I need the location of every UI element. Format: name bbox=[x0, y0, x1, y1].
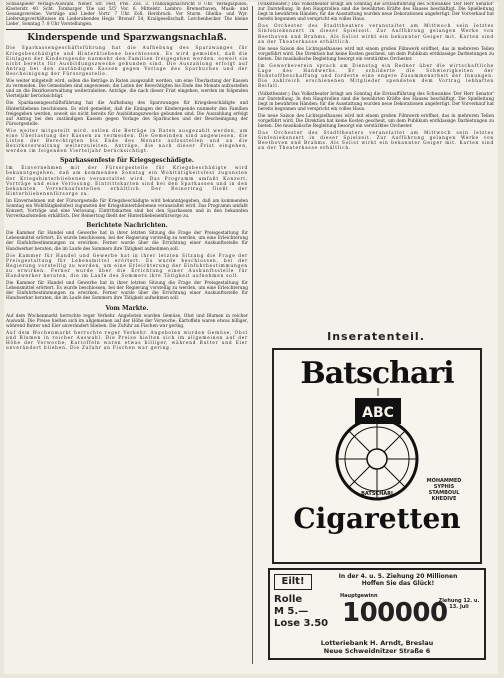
article-paragraph: Die Kammer für Handel und Gewerbe hat in ihrer letzten Sitzung die Frage der Preisgestaltung für Lebensmittel erörtert. Es wurde beschlossen, bei der Regierung vorstellig zu werden, um eine Erleichterung der Einfuhrbestimmungen zu erwirken. Ferner wurde über die Errichtung einer Auskunftsstelle für Handwerker beraten, die im Laufe des Sommers ihre Tätigkeit aufnehmen soll. bbox=[6, 281, 248, 302]
main-headline: Kinderspende und Sparzwangsnachlaß. bbox=[27, 33, 227, 44]
article-paragraph: Im Gewerbeverein sprach am Dienstag ein Redner über die wirtschaftliche Lage des Handwerks. Er schilderte die Schwierigkeiten der Rohstoffbeschaffung und forderte eine engere Zusammenarbeit der Innungen. Die zahlreich erschienenen Mitglieder spendeten dem Vortrag lebhaften Beifall. bbox=[258, 64, 494, 90]
article-paragraph: Auf dem Wochenmarkt herrschte reger Verkehr. Angeboten wurden Gemüse, Obst und Blumen in reicher Auswahl. Die Preise hielten sich im allgemeinen auf der Höhe der Vorwoche; Kartoffeln waren etwas billiger, während Butter und Eier unverändert blieben. Die Zufuhr an Fischen war gering. bbox=[6, 330, 248, 352]
lottery-price-block bbox=[274, 594, 338, 630]
left-column bbox=[6, 2, 248, 664]
batschari-brand-top: Batschari bbox=[300, 356, 454, 391]
lottery-address: Neue Schweidnitzer Straße 6 bbox=[323, 647, 431, 655]
batschari-circle-logo-icon bbox=[334, 416, 420, 502]
lottery-ad bbox=[268, 568, 486, 660]
lottery-top-line: Hoffen Sie das Glück! bbox=[361, 580, 435, 587]
side-brand: MOHAMMED bbox=[426, 478, 462, 484]
article-paragraph: Im Einvernehmen mit der Fürsorgestelle für Kriegsbeschädigte wird bekanntgegeben, daß am kommenden Sonntag ein Wohltätigkeitsfest zugunsten der Kriegshinterbliebenen veranstaltet wird. Das Programm umfaßt Konzert, Vorträge und eine Verlosung. Eintrittskarten sind bei den Sparkassen und in den bekannten Vorverkaufsstellen erhältlich. Der Reinertrag fließt der Hinterbliebenenfürsorge zu. bbox=[6, 198, 248, 220]
top-listing: Schauspieler Verlags-Auswahl. Nener. Str. Fest, Prei. Zos. 3. Tralkungsnachricht 8 Uhr. Verlagsspoleu. Klosterstr. 40. Scht. Tombarger 'Die uat 5/5' Vor. 6. Mittelstr. Lambro. Bremerhaven, Musik- und Gesangsvereine. Vorträge und Lieder Vortr. 7 Uhr. Zoll. Hersbruck. Vor Sturm. Ghellia- und Wyr. Lieferungsverhältnisse im Liederabendes Hegis 'Bronsil' 54, Krailgesellschaft. Lerchenhecker 'Die kleine Liebe', Sonntag 7. 8 Uhr Vorstellungen. bbox=[6, 2, 248, 28]
ad-section-title: Inseratenteil. bbox=[327, 330, 425, 343]
article-paragraph: Die neue Saison des Lichtspielhauses wird mit einem großen Filmwerk eröffnet, das in mehreren Teilen vorgeführt wird. Die Direktion hat keine Kosten gescheut, um dem Publikum erstklassige Darbietungen zu bieten. Die musikalische Begleitung besorgt ein verstärktes Orchester. bbox=[258, 113, 494, 130]
article-paragraph: Die Sparkassengeschäftsführung hat die Aufhebung des Sparzwanges für Kriegsbeschädigte und Hinterbliebene beschlossen. Es wird gemeldet, daß die Einlagen der Kinderspende nunmehr den Familien freigegeben werden, soweit sie nicht bereits für Ausbildungszwecke gebunden sind. Die Auszahlung erfolgt auf Antrag bei den zuständigen Kassen gegen Vorlage des Sparbuches und der Bescheinigung der Fürsorgestelle. bbox=[6, 46, 248, 77]
article-paragraph: Wie weiter mitgeteilt wird, sollen die Beträge in Raten ausgezahlt werden, um eine Überlastung der Kassen zu vermeiden. Die Gemeinden sind angewiesen, die Listen der Berechtigten bis Ende des Monats aufzustellen und an die Bezirksverwaltung weiterzuleiten. Anträge, die nach dieser Frist eingehen, werden im folgenden Vierteljahr berücksichtigt. bbox=[6, 128, 248, 155]
eilt-badge: Eilt! bbox=[274, 574, 312, 590]
rolle-label: Rolle bbox=[274, 594, 303, 605]
side-brand: KHEDIVE bbox=[431, 496, 457, 502]
article-paragraph: Das Orchester des Stadttheaters veranstaltet am Mittwoch sein letztes Sinfoniekonzert in dieser Spielzeit. Zur Aufführung gelangen Werke von Beethoven und Brahms. Als Solist wirkt ein bekannter Geiger mit. Karten sind an der Theaterkasse erhältlich. bbox=[258, 24, 494, 45]
draw-date: Ziehung 12. u. 13. Juli bbox=[438, 598, 480, 610]
rule bbox=[6, 29, 248, 30]
newspaper-page bbox=[4, 2, 498, 674]
lose-price: Lose 3.50 bbox=[274, 618, 329, 629]
lottery-bank-name: Lotteriebank H. Arndt, Breslau bbox=[320, 639, 434, 647]
lottery-top-text bbox=[316, 573, 480, 587]
logo-caption: BATSCHARI bbox=[361, 491, 393, 497]
article-paragraph: (Volkstheater.) Das Volkstheater bringt am Sonntag die Erstaufführung des Schwankes 'Der Herr Senator' zur Darstellung. In den Hauptrollen sind die bewährten Kräfte des Hauses beschäftigt. Die Spielleitung liegt in bewährten Händen; für die Ausstattung wurden neue Dekorationen angefertigt. Der Vorverkauf hat bereits begonnen und verspricht ein volles Haus. bbox=[258, 2, 494, 23]
article-paragraph: Die neue Saison des Lichtspielhauses wird mit einem großen Filmwerk eröffnet, das in mehreren Teilen vorgeführt wird. Die Direktion hat keine Kosten gescheut, um dem Publikum erstklassige Darbietungen zu bieten. Die musikalische Begleitung besorgt ein verstärktes Orchester. bbox=[258, 46, 494, 62]
batschari-side-list bbox=[414, 478, 474, 502]
batschari-brand-bottom: Cigaretten bbox=[293, 502, 461, 535]
article-paragraph: Im Einvernehmen mit der Fürsorgestelle für Kriegsbeschädigte wird bekanntgegeben, daß am kommenden Sonntag ein Wohltätigkeitsfest zugunsten der Kriegshinterbliebenen veranstaltet wird. Das Programm umfaßt Konzert, Vorträge und eine Verlosung. Eintrittskarten sind bei den Sparkassen und in den bekannten Vorverkaufsstellen erhältlich. Der Reinertrag fließt der Hinterbliebenenfürsorge zu. bbox=[6, 166, 248, 197]
column-divider bbox=[252, 6, 253, 664]
advertisement-section bbox=[260, 328, 492, 664]
rolle-price: M 5.— bbox=[274, 606, 309, 617]
section-heading: Sparkassenfeste für Kriegsgeschädigte. bbox=[60, 157, 194, 165]
section-heading: Berichtete Nachrichten. bbox=[86, 222, 168, 230]
batschari-ad bbox=[272, 348, 482, 564]
abc-tag-text: ABC bbox=[362, 405, 394, 421]
article-paragraph: Die Sparkassengeschäftsführung hat die Aufhebung des Sparzwanges für Kriegsbeschädigte und Hinterbliebene beschlossen. Es wird gemeldet, daß die Einlagen der Kinderspende nunmehr den Familien freigegeben werden, soweit sie nicht bereits für Ausbildungszwecke gebunden sind. Die Auszahlung erfolgt auf Antrag bei den zuständigen Kassen gegen Vorlage des Sparbuches und der Bescheinigung der Fürsorgestelle. bbox=[6, 101, 248, 127]
right-column bbox=[258, 2, 494, 320]
big-prize-amount: 100000 bbox=[342, 598, 448, 628]
lottery-footer bbox=[270, 639, 484, 655]
side-brand: SYPHIS bbox=[433, 484, 455, 490]
article-paragraph: Die Kammer für Handel und Gewerbe hat in ihrer letzten Sitzung die Frage der Preisgestaltung für Lebensmittel erörtert. Es wurde beschlossen, bei der Regierung vorstellig zu werden, um eine Erleichterung der Einfuhrbestimmungen zu erwirken. Ferner wurde über die Errichtung einer Auskunftsstelle für Handwerker beraten, die im Laufe des Sommers ihre Tätigkeit aufnehmen soll. bbox=[6, 231, 248, 252]
prize-caption: Hauptgewinn bbox=[340, 593, 378, 599]
article-paragraph: Auf dem Wochenmarkt herrschte reger Verkehr. Angeboten wurden Gemüse, Obst und Blumen in reicher Auswahl. Die Preise hielten sich im allgemeinen auf der Höhe der Vorwoche; Kartoffeln waren etwas billiger, während Butter und Eier unverändert blieben. Die Zufuhr an Fischen war gering. bbox=[6, 313, 248, 329]
side-brand: STAMBOUL bbox=[428, 490, 460, 496]
article-paragraph: Wie weiter mitgeteilt wird, sollen die Beträge in Raten ausgezahlt werden, um eine Überlastung der Kassen zu vermeiden. Die Gemeinden sind angewiesen, die Listen der Berechtigten bis Ende des Monats aufzustellen und an die Bezirksverwaltung weiterzuleiten. Anträge, die nach dieser Frist eingehen, werden im folgenden Vierteljahr berücksichtigt. bbox=[6, 79, 248, 100]
article-paragraph: (Volkstheater.) Das Volkstheater bringt am Sonntag die Erstaufführung des Schwankes 'Der Herr Senator' zur Darstellung. In den Hauptrollen sind die bewährten Kräfte des Hauses beschäftigt. Die Spielleitung liegt in bewährten Händen; für die Ausstattung wurden neue Dekorationen angefertigt. Der Vorverkauf hat bereits begonnen und verspricht ein volles Haus. bbox=[258, 91, 494, 112]
section-heading: Vom Markte. bbox=[105, 304, 149, 312]
article-paragraph: Die Kammer für Handel und Gewerbe hat in ihrer letzten Sitzung die Frage der Preisgestaltung für Lebensmittel erörtert. Es wurde beschlossen, bei der Regierung vorstellig zu werden, um eine Erleichterung der Einfuhrbestimmungen zu erwirken. Ferner wurde über die Errichtung einer Auskunftsstelle für Handwerker beraten, die im Laufe des Sommers ihre Tätigkeit aufnehmen soll. bbox=[6, 253, 248, 280]
article-paragraph: Das Orchester des Stadttheaters veranstaltet am Mittwoch sein letztes Sinfoniekonzert in dieser Spielzeit. Zur Aufführung gelangen Werke von Beethoven und Brahms. Als Solist wirkt ein bekannter Geiger mit. Karten sind an der Theaterkasse erhältlich. bbox=[258, 131, 494, 152]
lottery-top-line: In der 4. u. 5. Ziehung 20 Millionen bbox=[338, 573, 458, 580]
